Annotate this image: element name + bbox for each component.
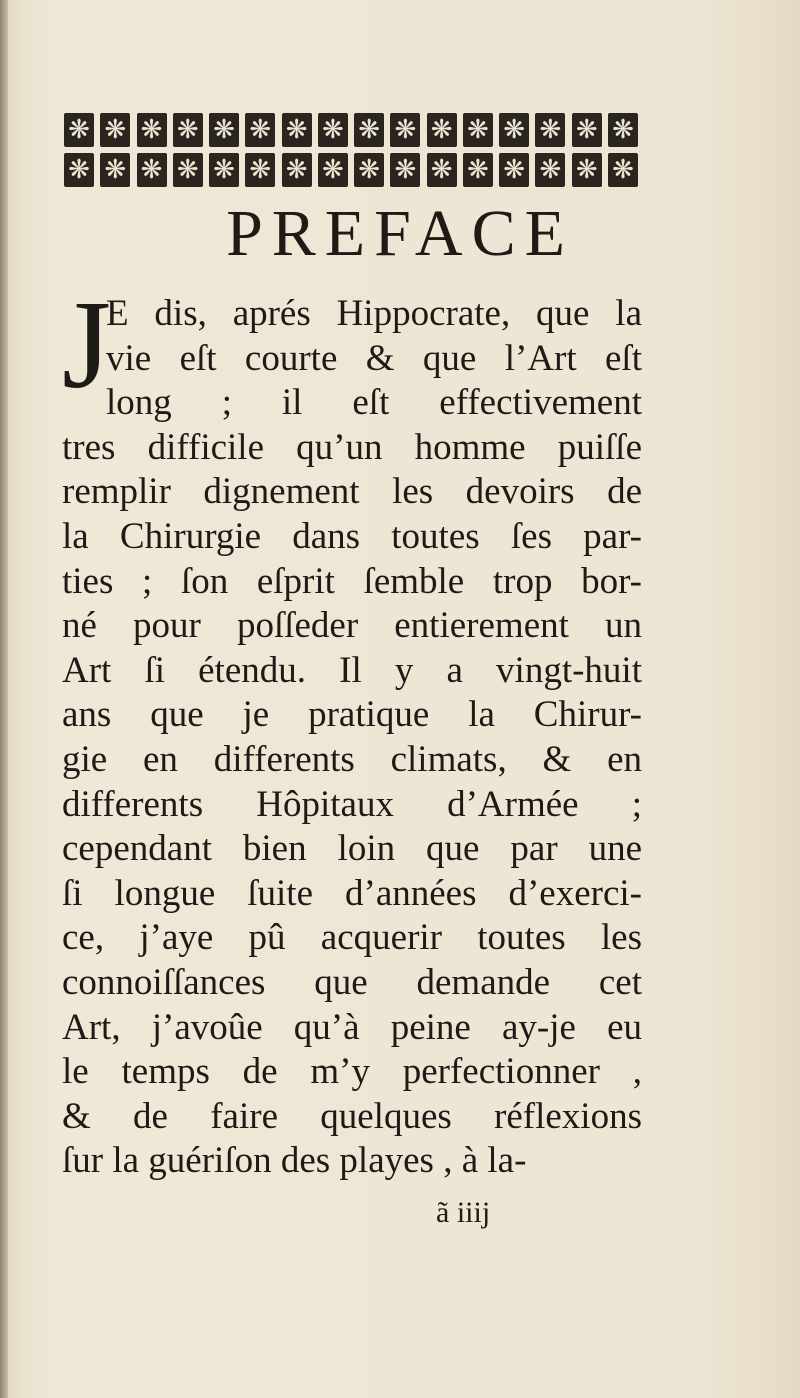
floral-ornament-icon: ❋ (535, 113, 565, 147)
floral-ornament-icon: ❋ (535, 153, 565, 187)
floral-ornament-icon: ❋ (390, 113, 420, 147)
floral-ornament-icon: ❋ (427, 153, 457, 187)
floral-ornament-icon: ❋ (572, 113, 602, 147)
floral-ornament-icon: ❋ (209, 153, 239, 187)
text-line: & de faire quelques réflexions (62, 1095, 642, 1137)
floral-ornament-icon: ❋ (499, 153, 529, 187)
text-line: remplir dignement les devoirs de (62, 471, 642, 513)
text-line: ſi longue ſuite d’années d’exerci- (62, 872, 642, 914)
floral-ornament-icon: ❋ (608, 153, 638, 187)
floral-ornament-icon: ❋ (209, 113, 239, 147)
text-line: cependant bien loin que par une (62, 828, 642, 870)
floral-ornament-icon: ❋ (245, 153, 275, 187)
floral-ornament-icon: ❋ (354, 113, 384, 147)
text-line: le temps de m’y perfectionner , (62, 1051, 642, 1093)
floral-ornament-icon: ❋ (572, 153, 602, 187)
ornament-band-top (64, 110, 638, 150)
drop-cap: J (62, 276, 112, 415)
floral-ornament-icon: ❋ (282, 153, 312, 187)
floral-ornament-icon: ❋ (173, 153, 203, 187)
floral-ornament-icon: ❋ (245, 113, 275, 147)
text-line: ties ; ſon eſprit ſemble trop bor- (62, 560, 642, 602)
floral-ornament-icon: ❋ (608, 113, 638, 147)
floral-ornament-icon: ❋ (318, 153, 348, 187)
floral-ornament-icon: ❋ (64, 153, 94, 187)
text-line: ſur la guériſon des playes , à la- (62, 1140, 527, 1182)
text-line: ce, j’aye pû acquerir toutes les (62, 917, 642, 959)
floral-ornament-icon: ❋ (100, 113, 130, 147)
text-line: la Chirurgie dans toutes ſes par- (62, 515, 642, 557)
floral-ornament-icon: ❋ (499, 113, 529, 147)
floral-ornament-icon: ❋ (137, 113, 167, 147)
body-text (62, 292, 642, 1184)
floral-ornament-icon: ❋ (318, 113, 348, 147)
text-line: Art, j’avoûe qu’à peine ay-je eu (62, 1006, 642, 1048)
floral-ornament-icon: ❋ (390, 153, 420, 187)
text-line: long ; il eſt effectivement (106, 382, 642, 424)
text-line: gie en differents climats, & en (62, 738, 642, 780)
ornament-band-bottom (64, 150, 638, 190)
floral-ornament-icon: ❋ (427, 113, 457, 147)
floral-ornament-icon: ❋ (64, 113, 94, 147)
floral-ornament-icon: ❋ (173, 113, 203, 147)
floral-ornament-icon: ❋ (354, 153, 384, 187)
text-line: vie eſt courte & que l’Art eſt (106, 337, 642, 379)
text-line: ans que je pratique la Chirur- (62, 694, 642, 736)
text-line: Art ſi étendu. Il y a vingt-huit (62, 649, 642, 691)
floral-ornament-icon: ❋ (463, 153, 493, 187)
text-line: né pour poſſeder entierement un (62, 605, 642, 647)
floral-ornament-icon: ❋ (100, 153, 130, 187)
signature-mark: ã iiij (436, 1196, 491, 1229)
floral-ornament-icon: ❋ (463, 113, 493, 147)
floral-ornament-icon: ❋ (282, 113, 312, 147)
text-line: differents Hôpitaux d’Armée ; (62, 783, 642, 825)
floral-ornament-icon: ❋ (137, 153, 167, 187)
text-line: connoiſſances que demande cet (62, 961, 642, 1003)
text-line: tres difficile qu’un homme puiſſe (62, 426, 642, 468)
page-title: PREFACE (226, 197, 574, 270)
text-line: E dis, aprés Hippocrate, que la (106, 293, 642, 334)
